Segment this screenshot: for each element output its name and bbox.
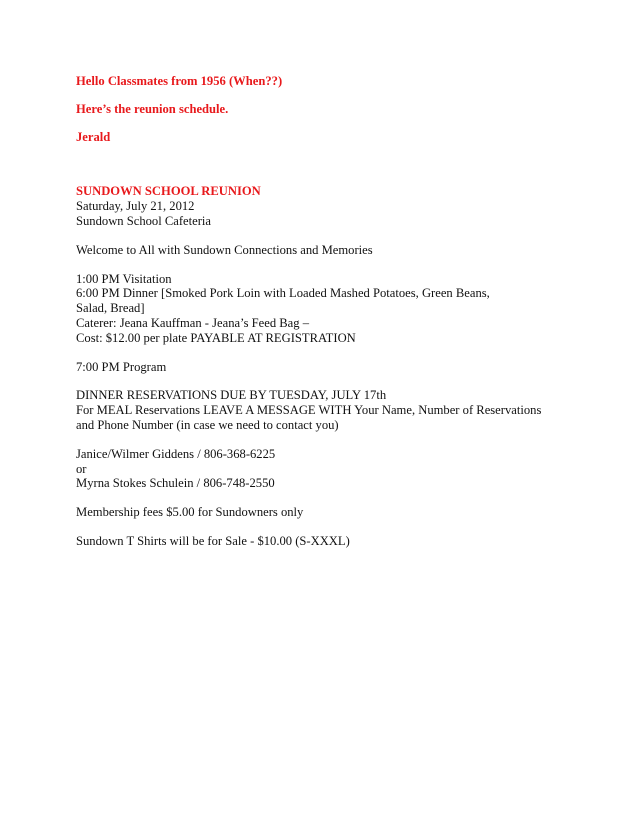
dinner-line-1: 6:00 PM Dinner [Smoked Pork Loin with Loaded Mashed Potatoes, Green Beans,	[76, 286, 490, 301]
document-page	[76, 74, 616, 549]
program-line: 7:00 PM Program	[76, 359, 167, 374]
visitation-line: 1:00 PM Visitation	[76, 271, 172, 286]
caterer-line: Caterer: Jeana Kauffman - Jeana’s Feed Bag –	[76, 315, 310, 330]
reservations-instructions-line-2: and Phone Number (in case we need to contact you)	[76, 417, 339, 432]
tshirts-line: Sundown T Shirts will be for Sale - $10.00 (S-XXXL)	[76, 533, 350, 548]
reservations-instructions-line-1: For MEAL Reservations LEAVE A MESSAGE WITH Your Name, Number of Reservations	[76, 403, 542, 418]
event-location: Sundown School Cafeteria	[76, 213, 212, 228]
event-date: Saturday, July 21, 2012	[76, 199, 195, 214]
reservations-due-line: DINNER RESERVATIONS DUE BY TUESDAY, JULY 17th	[76, 388, 387, 403]
welcome-line: Welcome to All with Sundown Connections and Memories	[76, 242, 373, 257]
dinner-line-2: Salad, Bread]	[76, 301, 145, 316]
contact-2: Myrna Stokes Schulein / 806-748-2550	[76, 476, 275, 491]
signature-line: Jerald	[76, 129, 111, 144]
contact-1: Janice/Wilmer Giddens / 806-368-6225	[76, 446, 276, 461]
contact-separator: or	[76, 461, 87, 476]
schedule-note-line: Here’s the reunion schedule.	[76, 101, 229, 116]
event-title: SUNDOWN SCHOOL REUNION	[76, 184, 261, 199]
membership-line: Membership fees $5.00 for Sundowners only	[76, 505, 304, 520]
cost-line: Cost: $12.00 per plate PAYABLE AT REGISTRATION	[76, 330, 356, 345]
greeting-line: Hello Classmates from 1956 (When??)	[76, 74, 283, 88]
